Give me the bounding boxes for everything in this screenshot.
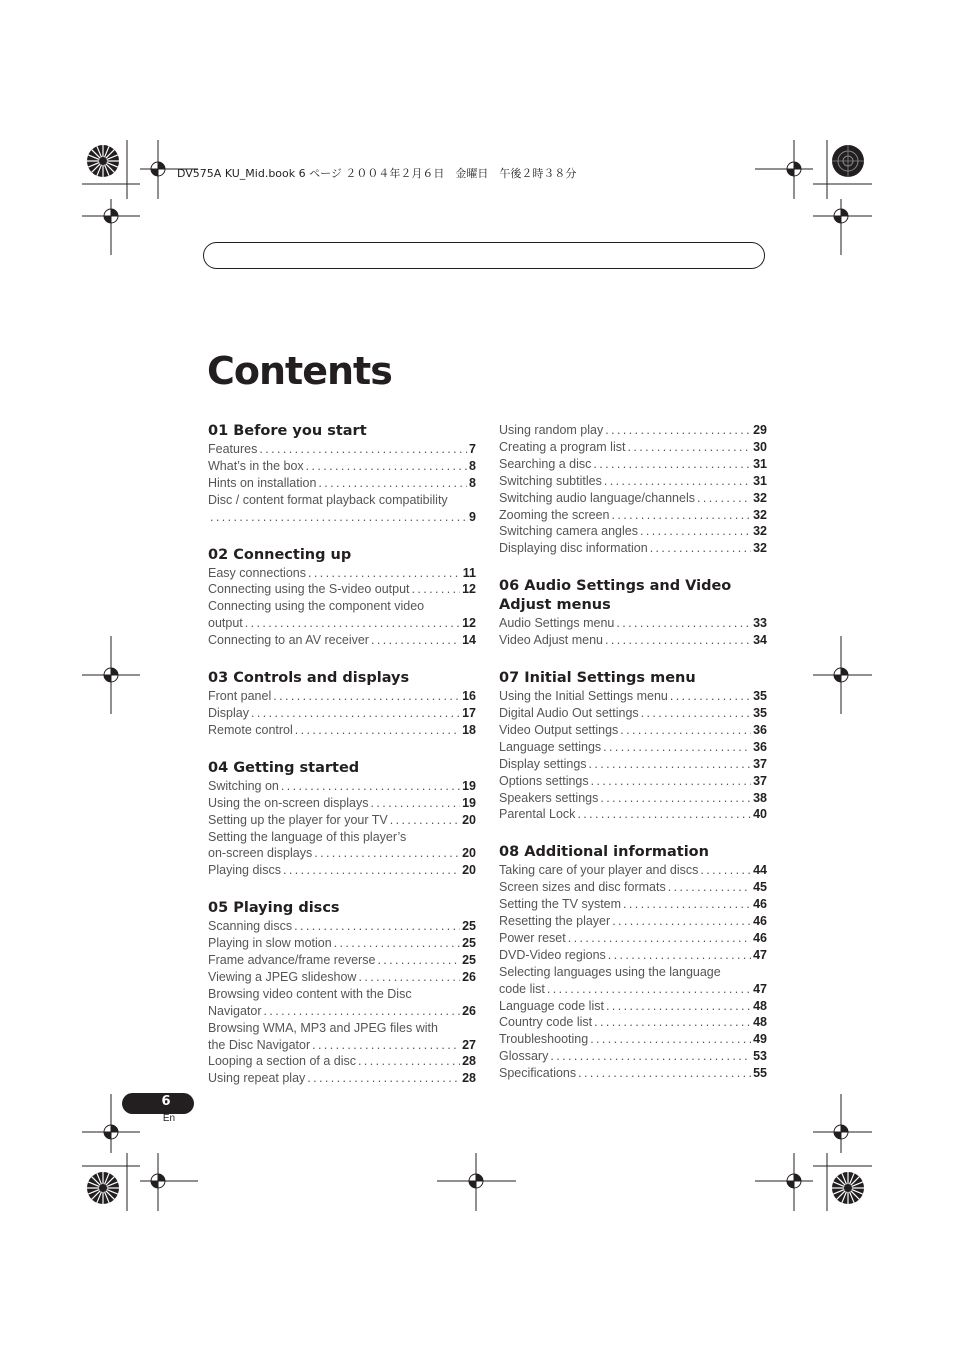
toc-entry-title: Parental Lock [499,807,576,822]
toc-section [208,899,476,1087]
toc-entry[interactable] [208,1037,476,1054]
toc-entry[interactable] [499,773,767,790]
toc-leader-dots [604,473,751,490]
toc-entry-title: Looping a section of a disc [208,1054,357,1069]
toc-leader-dots [295,722,460,739]
toc-entry-title: Viewing a JPEG slideshow [208,969,357,984]
toc-page-number: 38 [753,790,767,805]
toc-entry-title: Connecting using the S-video output [208,582,410,597]
toc-entry-title: output [208,616,243,631]
toc-entry-title: Creating a program list [499,439,626,454]
toc-entry[interactable] [208,441,476,458]
toc-page-number: 20 [462,863,476,878]
toc-entry-title: Troubleshooting [499,1032,589,1047]
toc-leader-dots [273,688,460,705]
toc-leader-dots [371,795,461,812]
toc-entry-title: Remote control [208,722,293,737]
toc-page-number: 46 [753,930,767,945]
toc-entry-text-line: Selecting languages using the language [499,964,721,979]
toc-entry[interactable] [208,458,476,475]
toc-page-number: 29 [753,423,767,437]
toc-entry-text-line: Disc / content format playback compatibility [208,492,448,507]
toc-entry-title: Zooming the screen [499,507,610,522]
toc-leader-dots [307,1070,460,1087]
toc-page-number: 47 [753,981,767,996]
toc-leader-dots [283,862,460,879]
toc-leader-dots [612,913,751,930]
toc-entry-title: Specifications [499,1066,577,1081]
toc-leader-dots [210,509,467,526]
toc-leader-dots [577,806,751,823]
toc-entry[interactable] [208,632,476,649]
toc-entry-title: Resetting the player [499,914,611,929]
toc-leader-dots [312,1037,460,1054]
toc-entry-title: Playing in slow motion [208,936,332,951]
toc-page-number: 36 [753,722,767,737]
toc-page-number: 11 [462,565,476,580]
toc-leader-dots [264,1003,461,1020]
page-title: Contents [207,349,392,393]
toc-entry[interactable] [499,1065,767,1082]
toc-leader-dots [377,952,460,969]
toc-leader-dots [306,458,467,475]
toc-leader-dots [616,615,751,632]
toc-entry-title: Setting up the player for your TV [208,812,388,827]
toc-leader-dots [318,475,467,492]
toc-page-number: 37 [753,773,767,788]
toc-entry[interactable] [499,473,767,490]
toc-entry-title: Audio Settings menu [499,616,615,631]
toc-leader-dots [294,918,460,935]
toc-leader-dots [605,632,751,649]
toc-leader-dots [594,1014,751,1031]
toc-entry-title: Connecting to an AV receiver [208,633,369,648]
toc-page-number: 12 [462,616,476,631]
toc-leader-dots [697,490,751,507]
toc-column-right [499,422,767,1102]
toc-page-number: 20 [462,846,476,861]
toc-section-title: 07 Initial Settings menu [499,670,696,687]
toc-entry[interactable] [499,422,767,439]
toc-section-title: 06 Audio Settings and Video Adjust menus [499,578,732,614]
toc-section [208,422,476,526]
toc-entry[interactable] [499,456,767,473]
toc-entry[interactable] [208,862,476,879]
toc-entry[interactable] [208,952,476,969]
toc-entry-text-line: Browsing video content with the Disc [208,986,412,1001]
toc-leader-dots [358,1053,460,1070]
toc-entry-title: Searching a disc [499,456,592,471]
toc-leader-dots [640,523,751,540]
toc-leader-dots [605,422,751,439]
toc-entry[interactable] [208,778,476,795]
toc-section [499,577,767,649]
toc-entry[interactable] [499,688,767,705]
toc-page-number: 36 [753,739,767,754]
toc-entry-title: Display [208,705,249,720]
toc-entry[interactable] [499,981,767,998]
toc-entry-title: Display settings [499,756,587,771]
toc-leader-dots [334,935,460,952]
toc-leader-dots [620,722,751,739]
toc-section-title: 02 Connecting up [208,546,352,563]
toc-entry-title: Digital Audio Out settings [499,705,639,720]
toc-entry-title: Front panel [208,689,272,704]
toc-leader-dots [371,632,460,649]
toc-entry-title: Switching audio language/channels [499,490,695,505]
toc-page-number: 14 [462,633,476,648]
toc-entry-text-line: Setting the language of this player’s [208,829,407,844]
toc-leader-dots [589,756,752,773]
chapter-title-bar [203,242,765,269]
toc-page-number: 44 [753,863,767,878]
toc-leader-dots [600,790,751,807]
toc-page-number: 25 [462,919,476,934]
toc-page-number: 32 [753,524,767,539]
toc-section-title: 05 Playing discs [208,900,340,917]
toc-entry-title: Hints on installation [208,475,317,490]
toc-entry[interactable] [499,632,767,649]
toc-entry-title: DVD-Video regions [499,947,606,962]
toc-entry[interactable] [499,1014,767,1031]
toc-leader-dots [608,947,751,964]
toc-leader-dots [314,845,460,862]
toc-page-number: 32 [753,507,767,522]
toc-entry[interactable] [499,913,767,930]
toc-leader-dots [281,778,460,795]
toc-entry[interactable] [208,565,476,582]
toc-entry-text-line: Connecting using the component video [208,599,425,614]
toc-section [208,759,476,879]
toc-page-number: 7 [469,442,476,456]
toc-page-number: 46 [753,914,767,929]
toc-entry[interactable] [499,756,767,773]
toc-entry[interactable] [208,812,476,829]
toc-entry-title: Navigator [208,1003,262,1018]
toc-entry-title: Video Output settings [499,722,619,737]
toc-entry[interactable] [208,935,476,952]
toc-section [499,422,767,557]
toc-page-number: 31 [753,473,767,488]
toc-entry[interactable] [499,490,767,507]
toc-page-number: 26 [462,969,476,984]
toc-leader-dots [623,896,751,913]
toc-entry[interactable] [499,523,767,540]
toc-entry[interactable] [208,795,476,812]
toc-section [499,843,767,1082]
toc-entry[interactable] [499,722,767,739]
toc-page-number: 19 [462,778,476,793]
toc-entry-title: Setting the TV system [499,897,622,912]
toc-entry[interactable] [499,507,767,524]
toc-leader-dots [390,812,460,829]
toc-entry-title: Language code list [499,998,604,1013]
toc-entry[interactable] [208,1053,476,1070]
toc-leader-dots [591,773,751,790]
toc-entry[interactable] [208,615,476,632]
toc-leader-dots [550,1048,751,1065]
toc-entry[interactable] [499,947,767,964]
toc-entry-title: Switching subtitles [499,473,602,488]
toc-entry[interactable] [499,998,767,1015]
toc-page-number: 8 [469,475,476,490]
toc-section [499,669,767,823]
toc-entry-title: Displaying disc information [499,541,648,556]
toc-leader-dots [650,540,751,557]
toc-entry-title: Easy connections [208,565,306,580]
toc-page-number: 25 [462,936,476,951]
toc-entry-text-line: Browsing WMA, MP3 and JPEG files with [208,1020,438,1035]
toc-leader-dots [670,688,751,705]
toc-entry[interactable] [499,540,767,557]
toc-page-number: 40 [753,807,767,822]
toc-entry-title: What’s in the box [208,458,304,473]
toc-entry-title: the Disc Navigator [208,1037,311,1052]
toc-entry-title: Switching on [208,778,279,793]
toc-entry-title: Using random play [499,423,604,437]
toc-entry[interactable] [499,879,767,896]
toc-entry-title: Power reset [499,930,566,945]
toc-entry-title: Playing discs [208,863,281,878]
toc-entry[interactable] [208,1070,476,1087]
toc-page-number: 28 [462,1054,476,1069]
toc-leader-dots [547,981,751,998]
toc-page-number: 28 [462,1071,476,1086]
toc-entry-title: Screen sizes and disc formats [499,880,666,895]
toc-page-number: 55 [753,1066,767,1081]
toc-page-number: 27 [462,1037,476,1052]
toc-entry-title: Language settings [499,739,602,754]
toc-leader-dots [251,705,460,722]
toc-page-number: 35 [753,689,767,704]
toc-section-title: 04 Getting started [208,759,360,776]
toc-leader-dots [603,739,751,756]
page-number: 6 [161,1094,171,1109]
toc-page-number: 48 [753,998,767,1013]
toc-page-number: 53 [753,1049,767,1064]
toc-section [208,546,476,650]
toc-entry-title: Speakers settings [499,790,599,805]
toc-entry-title: Using repeat play [208,1071,306,1086]
toc-page-number: 46 [753,897,767,912]
toc-leader-dots [611,507,751,524]
toc-entry[interactable] [208,969,476,986]
toc-section-title: 01 Before you start [208,423,367,439]
toc-page-number: 31 [753,456,767,471]
toc-page-number: 48 [753,1015,767,1030]
toc-leader-dots [358,969,460,986]
toc-page-number: 47 [753,947,767,962]
toc-entry-title: Glossary [499,1049,549,1064]
toc-leader-dots [627,439,751,456]
toc-page-number: 20 [462,812,476,827]
toc-section-title: 03 Controls and displays [208,670,410,687]
toc-leader-dots [308,565,461,582]
toc-leader-dots [700,862,751,879]
toc-entry[interactable] [208,509,476,526]
toc-page-number: 19 [462,795,476,810]
toc-entry-title: Scanning discs [208,919,293,934]
toc-leader-dots [590,1031,751,1048]
toc-entry[interactable] [499,806,767,823]
toc-entry-title: Taking care of your player and discs [499,863,699,878]
toc-entry[interactable] [208,581,476,598]
toc-entry[interactable] [208,688,476,705]
toc-page-number: 32 [753,541,767,556]
toc-page-number: 45 [753,880,767,895]
toc-entry[interactable] [499,930,767,947]
toc-entry[interactable] [208,1003,476,1020]
print-header-info: DV575A KU_Mid.book 6 ページ ２００４年２月６日 金曜日 午後２時３８分 [177,167,577,180]
toc-page-number: 8 [469,458,476,473]
toc-entry[interactable] [499,705,767,722]
page-language: En [162,1113,176,1124]
toc-entry-title: Using the Initial Settings menu [499,689,668,704]
toc-page-number: 18 [462,722,476,737]
toc-entry[interactable] [208,918,476,935]
toc-entry-title: Country code list [499,1015,593,1030]
toc-entry[interactable] [499,896,767,913]
toc-page-number: 12 [462,582,476,597]
toc-leader-dots [412,581,461,598]
toc-page-number: 37 [753,756,767,771]
toc-entry-title: Using the on-screen displays [208,795,369,810]
toc-leader-dots [593,456,751,473]
toc-entry-title: Video Adjust menu [499,633,604,648]
toc-entry-title: Frame advance/frame reverse [208,953,376,968]
toc-leader-dots [606,998,751,1015]
toc-entry-title: Switching camera angles [499,524,638,539]
toc-leader-dots [259,441,467,458]
toc-page-number: 33 [753,616,767,631]
toc-page-number: 25 [462,953,476,968]
toc-entry[interactable] [208,845,476,862]
toc-page-number: 17 [462,705,476,720]
toc-leader-dots [245,615,460,632]
toc-entry-title: Options settings [499,773,589,788]
toc-section [208,669,476,739]
toc-page-number: 35 [753,705,767,720]
toc-leader-dots [641,705,751,722]
toc-entry[interactable] [208,705,476,722]
toc-leader-dots [578,1065,751,1082]
toc-entry[interactable] [208,722,476,739]
toc-entry[interactable] [499,439,767,456]
toc-page-number: 30 [753,439,767,454]
toc-leader-dots [568,930,751,947]
toc-page-number: 26 [462,1003,476,1018]
toc-entry[interactable] [208,475,476,492]
toc-page-number: 9 [469,509,476,524]
toc-entry[interactable] [499,862,767,879]
toc-entry-title: Features [208,442,258,456]
toc-leader-dots [668,879,751,896]
toc-section-title: 08 Additional information [499,844,709,861]
toc-entry[interactable] [499,615,767,632]
toc-page-number: 49 [753,1032,767,1047]
toc-entry[interactable] [499,1031,767,1048]
toc-entry[interactable] [499,1048,767,1065]
toc-page-number: 34 [753,633,767,648]
toc-entry-title: code list [499,981,545,996]
toc-page-number: 16 [462,689,476,704]
toc-entry[interactable] [499,739,767,756]
toc-entry[interactable] [499,790,767,807]
toc-page-number: 32 [753,490,767,505]
toc-column-left [208,422,476,1107]
toc-entry-title: on-screen displays [208,846,313,861]
